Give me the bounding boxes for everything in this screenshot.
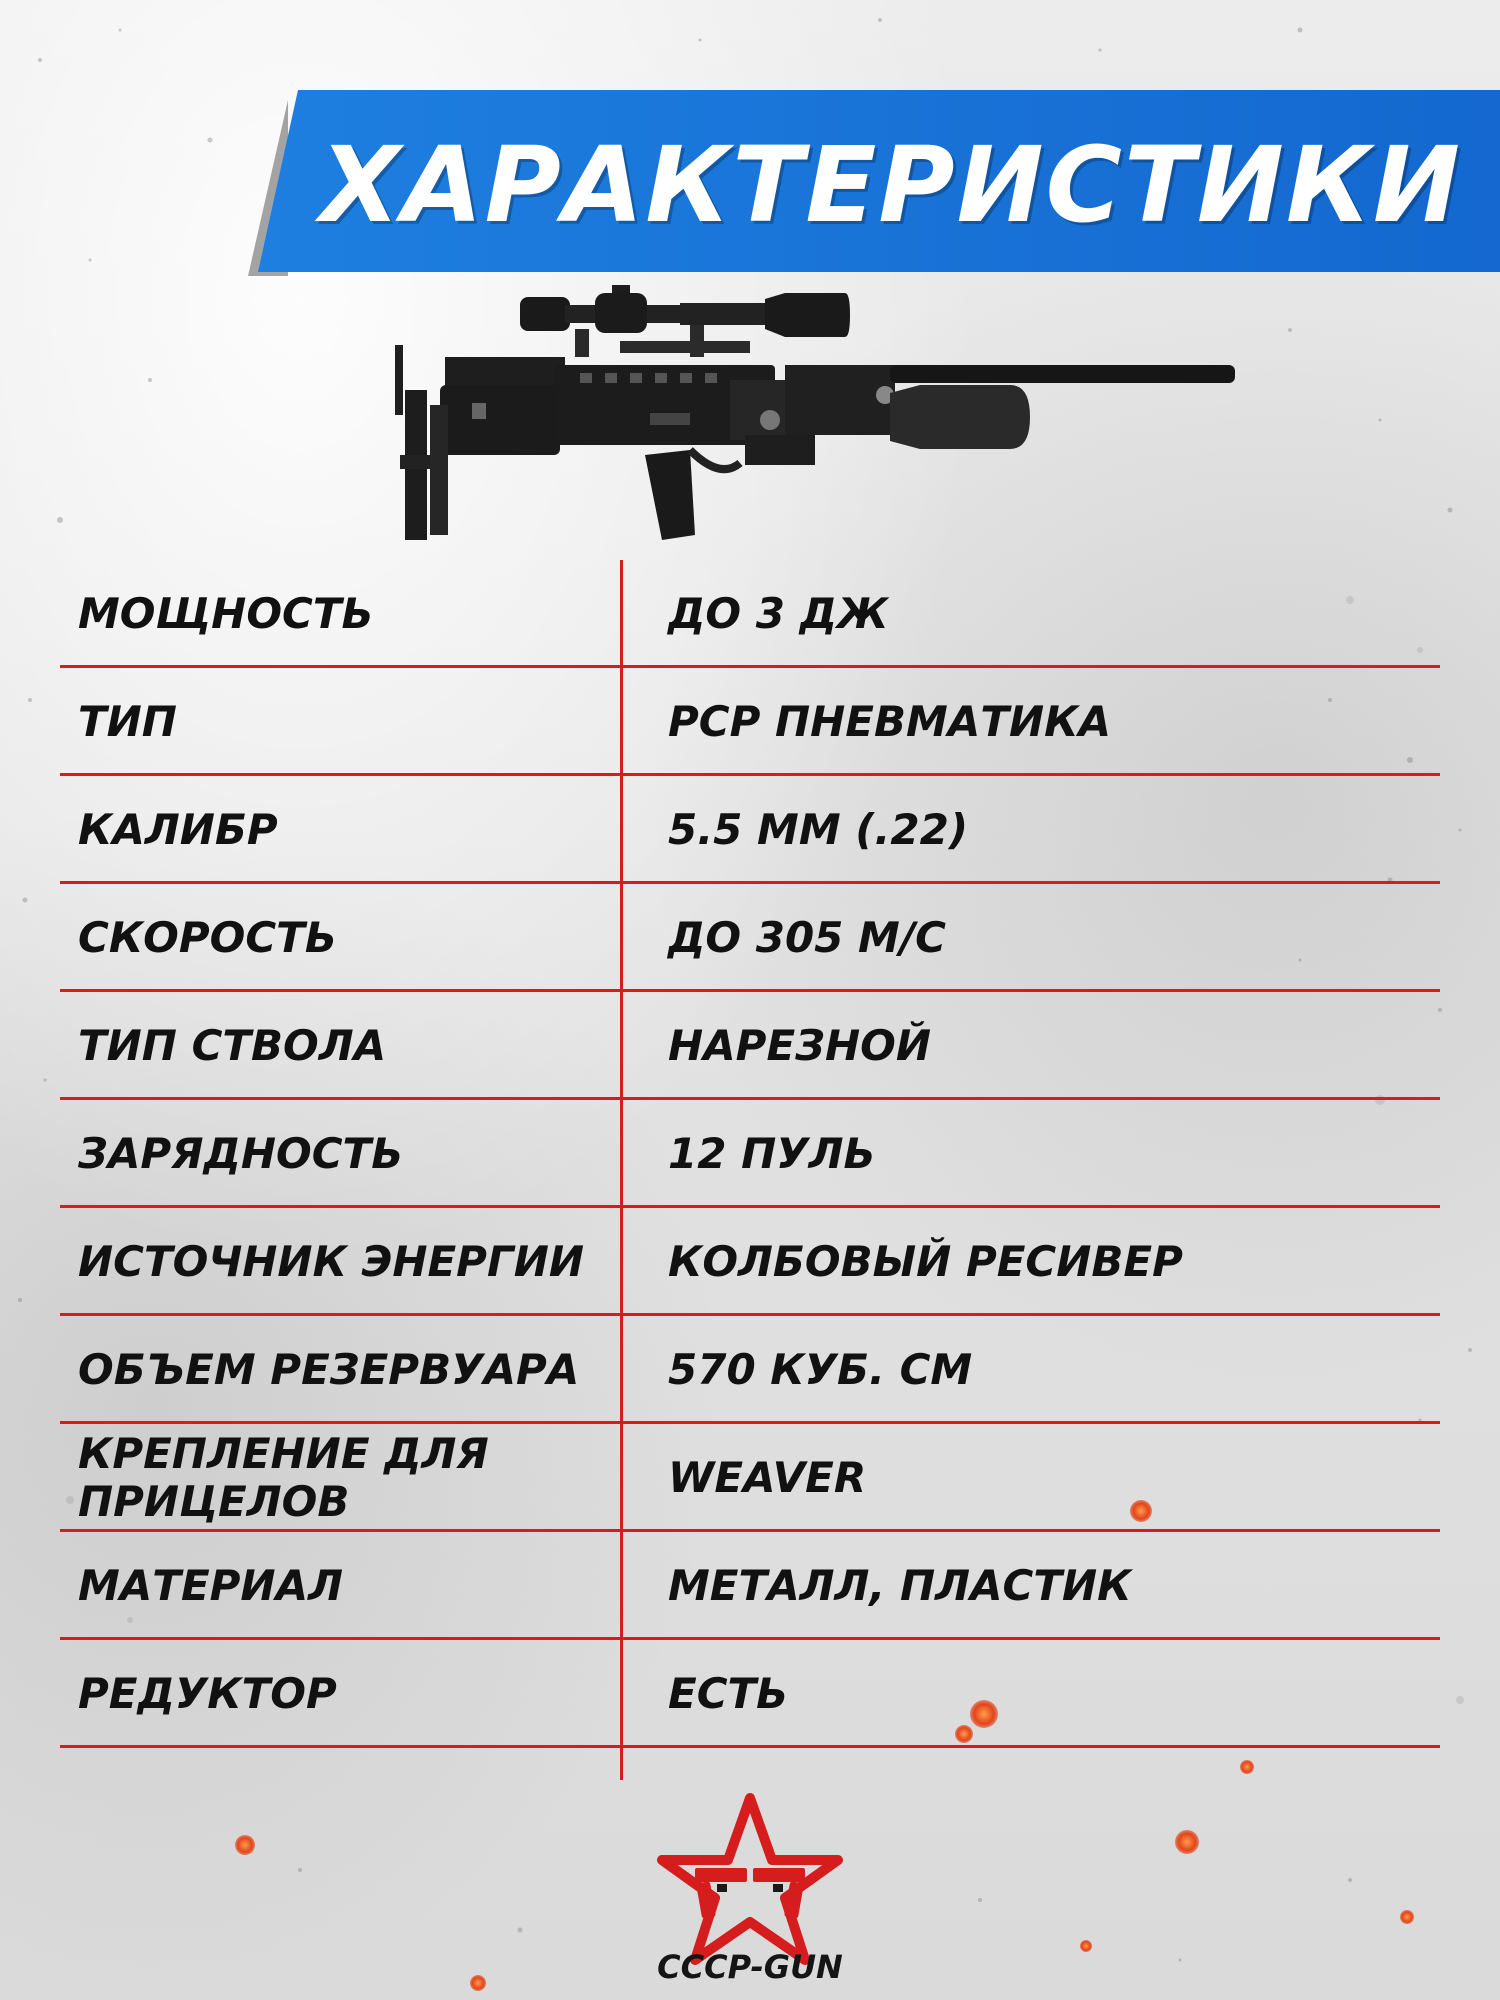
ember-spark <box>1175 1830 1199 1854</box>
spec-value: ЕСТЬ <box>668 1669 789 1718</box>
spec-row-barrel-type <box>60 992 1440 1100</box>
spec-row-power <box>60 560 1440 668</box>
row-divider <box>60 1745 1440 1748</box>
ember-spark <box>235 1835 255 1855</box>
spec-value: КОЛБОВЫЙ РЕСИВЕР <box>668 1237 1183 1286</box>
spec-label: КРЕПЛЕНИЕ ДЛЯ ПРИЦЕЛОВ <box>78 1429 489 1526</box>
spec-value: ДО 305 М/С <box>668 913 946 962</box>
ember-spark <box>1400 1910 1414 1924</box>
spec-label: РЕДУКТОР <box>78 1669 337 1718</box>
spec-label: СКОРОСТЬ <box>78 913 337 962</box>
spec-row-scope-mount <box>60 1424 1440 1532</box>
spec-label: ОБЪЕМ РЕЗЕРВУАРА <box>78 1345 580 1394</box>
spec-row-energy-source <box>60 1208 1440 1316</box>
spec-value: 12 ПУЛЬ <box>668 1129 876 1178</box>
spec-label: ИСТОЧНИК ЭНЕРГИИ <box>78 1237 585 1286</box>
spec-value: WEAVER <box>668 1453 867 1502</box>
spec-row-material <box>60 1532 1440 1640</box>
spec-row-type <box>60 668 1440 776</box>
spec-value: 5.5 ММ (.22) <box>668 805 969 854</box>
spec-value: ДО 3 ДЖ <box>668 589 889 638</box>
spec-value: PCP ПНЕВМАТИКА <box>668 697 1111 746</box>
spec-value: МЕТАЛЛ, ПЛАСТИК <box>668 1561 1132 1610</box>
spec-label: МАТЕРИАЛ <box>78 1561 343 1610</box>
column-divider <box>620 560 623 1780</box>
spec-value: НАРЕЗНОЙ <box>668 1021 931 1070</box>
spec-row-capacity <box>60 1100 1440 1208</box>
ember-spark <box>470 1975 486 1991</box>
spec-row-regulator <box>60 1640 1440 1748</box>
spec-row-velocity <box>60 884 1440 992</box>
spec-label: МОЩНОСТЬ <box>78 589 374 638</box>
spec-row-caliber <box>60 776 1440 884</box>
spec-label: ТИП СТВОЛА <box>78 1021 387 1070</box>
air-rifle-image <box>390 285 1240 540</box>
ember-spark <box>1080 1940 1092 1952</box>
spec-row-tank-volume <box>60 1316 1440 1424</box>
spec-table <box>60 560 1440 1780</box>
brand-name: CCCP-GUN <box>657 1948 843 1986</box>
spec-value: 570 КУБ. СМ <box>668 1345 973 1394</box>
page-title: ХАРАКТЕРИСТИКИ <box>320 124 1462 246</box>
spec-label: КАЛИБР <box>78 805 278 854</box>
spec-label: ЗАРЯДНОСТЬ <box>78 1129 404 1178</box>
spec-label: ТИП <box>78 697 177 746</box>
